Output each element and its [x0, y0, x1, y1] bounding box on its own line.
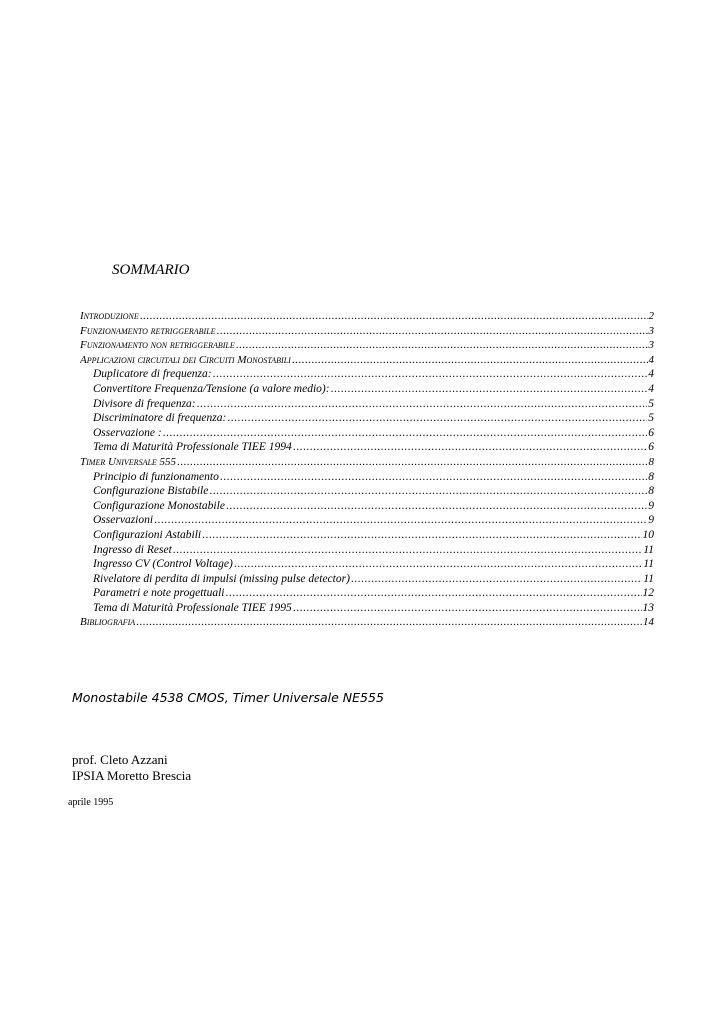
toc-entry-configurazione-bistabile[interactable]: [80, 484, 654, 499]
toc-dot-leader: [226, 586, 642, 601]
toc-entry-timer-universale-555[interactable]: [80, 455, 654, 470]
toc-entry-applicazioni-circuitali[interactable]: [80, 353, 654, 368]
toc-entry-label: Introduzione: [80, 310, 139, 322]
toc-entry-label: Configurazione Bistabile: [93, 485, 209, 498]
toc-dot-leader: [220, 470, 647, 485]
toc-entry-convertitore-frequenza-tensione[interactable]: [80, 382, 654, 397]
page-title: SOMMARIO: [112, 262, 190, 278]
toc-entry-page: 14: [643, 616, 654, 629]
toc-entry-page: 13: [642, 601, 654, 614]
toc-entry-label: Duplicatore di frequenza:: [93, 368, 212, 381]
toc-entry-osservazione[interactable]: [80, 426, 654, 441]
toc-dot-leader: [227, 411, 647, 426]
toc-entry-tema-maturita-1994[interactable]: [80, 440, 654, 455]
toc-entry-funzionamento-retriggerabile[interactable]: [80, 324, 654, 339]
toc-entry-page: 11: [643, 558, 654, 571]
toc-entry-parametri-note-progettuali[interactable]: [80, 586, 654, 601]
toc-entry-page: 11: [643, 543, 654, 556]
toc-entry-page: 4: [648, 382, 654, 395]
toc-dot-leader: [293, 601, 642, 616]
toc-entry-ingresso-di-reset[interactable]: [80, 543, 654, 558]
toc-entry-ingresso-cv[interactable]: [80, 557, 654, 572]
toc-dot-leader: [292, 353, 648, 368]
toc-entry-page: 5: [648, 397, 654, 410]
toc-entry-bibliografia[interactable]: [80, 615, 654, 630]
toc-entry-label: Bibliografia: [80, 616, 136, 629]
toc-dot-leader: [177, 455, 647, 470]
toc-entry-funzionamento-non-retriggerabile[interactable]: [80, 338, 654, 353]
toc-entry-label: Configurazioni Astabili: [93, 528, 202, 541]
toc-entry-page: 4: [648, 353, 654, 366]
toc-entry-label: Funzionamento retriggerabile: [80, 324, 216, 337]
toc-entry-page: 8: [648, 455, 654, 468]
toc-entry-page: 6: [648, 426, 654, 439]
toc-entry-principio-di-funzionamento[interactable]: [80, 470, 654, 485]
toc-entry-page: 4: [648, 368, 654, 381]
toc-entry-page: 11: [643, 572, 654, 585]
toc-entry-discriminatore-di-frequenza[interactable]: [80, 411, 654, 426]
toc-entry-label: Osservazione :: [93, 426, 162, 439]
toc-entry-osservazioni[interactable]: [80, 513, 654, 528]
table-of-contents: [80, 309, 654, 630]
toc-entry-page: 9: [648, 499, 654, 512]
toc-dot-leader: [140, 309, 648, 324]
toc-entry-page: 8: [648, 485, 654, 498]
toc-dot-leader: [217, 324, 648, 339]
toc-entry-page: 10: [642, 528, 654, 541]
toc-entry-page: 3: [648, 339, 654, 352]
toc-entry-label: Ingresso CV (Control Voltage): [93, 558, 233, 571]
toc-dot-leader: [234, 557, 643, 572]
toc-entry-label: Divisore di frequenza:: [93, 397, 196, 410]
toc-entry-configurazione-monostabile[interactable]: [80, 499, 654, 514]
toc-entry-page: 9: [648, 514, 654, 527]
toc-entry-tema-maturita-1995[interactable]: [80, 601, 654, 616]
toc-entry-label: Tema di Maturità Professionale TIEE 1995: [93, 601, 292, 614]
toc-entry-label: Discriminatore di frequenza:: [93, 412, 227, 425]
toc-dot-leader: [226, 499, 647, 514]
toc-dot-leader: [331, 382, 648, 397]
toc-dot-leader: [351, 572, 642, 587]
toc-entry-page: 2: [648, 310, 654, 322]
toc-entry-introduzione[interactable]: [80, 309, 654, 324]
toc-entry-label: Rivelatore di perdita di impulsi (missing pulse detector): [93, 572, 350, 585]
toc-dot-leader: [293, 440, 647, 455]
author-school: IPSIA Moretto Brescia: [72, 768, 192, 783]
toc-entry-configurazioni-astabili[interactable]: [80, 528, 654, 543]
toc-entry-label: Applicazioni circuitali dei Circuiti Monostabili: [80, 353, 291, 366]
toc-entry-label: Convertitore Frequenza/Tensione (a valore medio):: [93, 382, 330, 395]
toc-dot-leader: [163, 426, 648, 441]
toc-entry-page: 8: [648, 470, 654, 483]
toc-entry-label: Timer Universale 555: [80, 455, 177, 468]
toc-entry-page: 3: [648, 324, 654, 337]
toc-dot-leader: [173, 543, 643, 558]
author-block: [72, 752, 191, 784]
toc-dot-leader: [202, 528, 641, 543]
toc-entry-page: 5: [648, 412, 654, 425]
toc-entry-rivelatore-perdita-impulsi[interactable]: [80, 572, 654, 587]
toc-entry-page: 6: [648, 441, 654, 454]
toc-dot-leader: [136, 615, 642, 630]
toc-entry-label: Osservazioni: [93, 514, 154, 527]
toc-entry-divisore-di-frequenza[interactable]: [80, 397, 654, 412]
toc-dot-leader: [213, 367, 648, 382]
toc-entry-label: Ingresso di Reset: [93, 543, 172, 556]
toc-entry-duplicatore-di-frequenza[interactable]: [80, 367, 654, 382]
toc-dot-leader: [154, 513, 647, 528]
toc-dot-leader: [236, 338, 648, 353]
toc-dot-leader: [209, 484, 647, 499]
toc-entry-label: Tema di Maturità Professionale TIEE 1994: [93, 441, 292, 454]
document-subtitle: Monostabile 4538 CMOS, Timer Universale NE555: [72, 690, 384, 705]
author-name: prof. Cleto Azzani: [72, 752, 168, 767]
toc-entry-label: Principio di funzionamento: [93, 470, 219, 483]
document-date: aprile 1995: [68, 797, 114, 808]
toc-entry-label: Funzionamento non retriggerabile: [80, 339, 235, 352]
toc-entry-label: Configurazione Monostabile: [93, 499, 225, 512]
toc-entry-page: 12: [642, 587, 654, 600]
toc-entry-label: Parametri e note progettuali: [93, 587, 225, 600]
toc-dot-leader: [197, 397, 648, 412]
